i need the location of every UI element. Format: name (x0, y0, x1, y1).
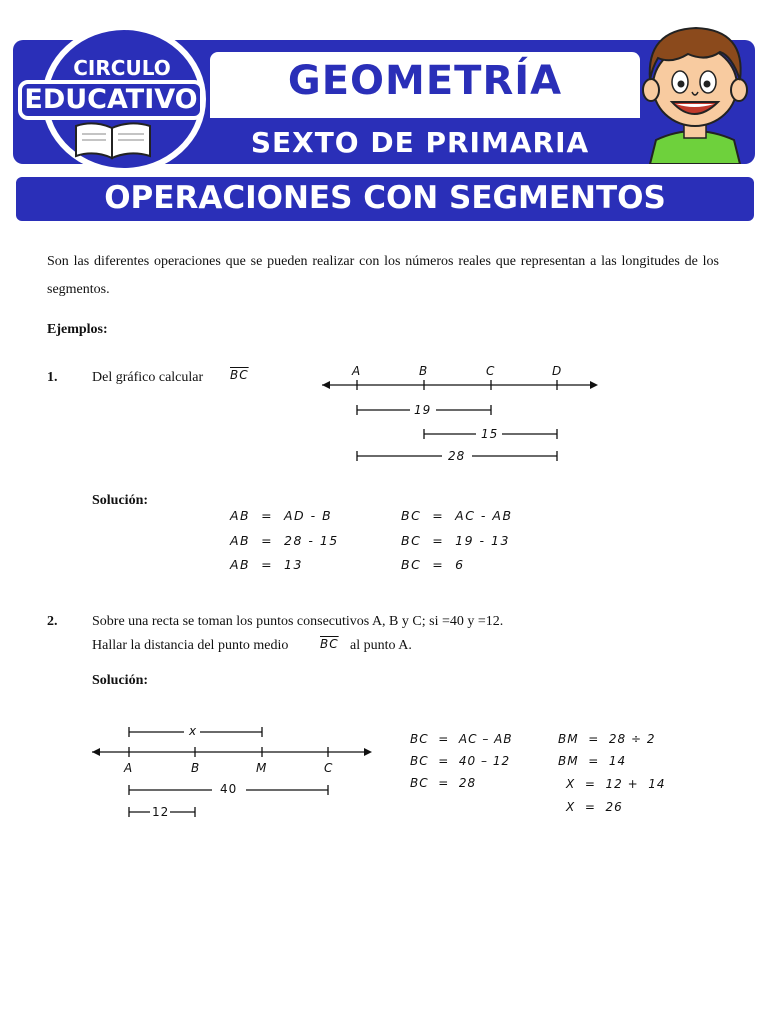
ex1-point-d: D (552, 364, 563, 378)
ex1-eq-2: AB = 28 - 15 (230, 533, 339, 548)
ex1-measure-15: 15 (481, 427, 499, 441)
ex1-point-a: A (352, 364, 362, 378)
example2-number: 2. (47, 614, 58, 629)
header-title: GEOMETRÍA (287, 58, 563, 104)
example2-line2b: al punto A. (350, 638, 412, 653)
ex2-point-m: M (256, 761, 268, 775)
ex1-eq-4: BC = AC - AB (401, 508, 513, 523)
ex2-point-c: C (324, 761, 334, 775)
ex2-eq-6: X = 12 + 14 (566, 777, 666, 791)
ex2-measure-x: x (189, 724, 198, 738)
example1-solution-label: Solución: (92, 493, 149, 508)
ex1-point-b: B (419, 364, 429, 378)
example2-line1: Sobre una recta se toman los puntos consecutivos A, B y C; si =40 y =12. (92, 614, 504, 629)
header-subtitle: SEXTO DE PRIMARIA (250, 126, 590, 159)
example2-solution-label: Solución: (92, 673, 149, 688)
logo-text-top: CIRCULO (73, 56, 171, 80)
boy-mascot-icon (636, 22, 754, 164)
ex2-measure-12: 12 (152, 805, 170, 819)
ex1-measure-28: 28 (448, 449, 466, 463)
example2-line2a: Hallar la distancia del punto medio (92, 638, 289, 653)
ex2-eq-2: BC = 40 – 12 (410, 754, 511, 768)
ex1-eq-5: BC = 19 - 13 (401, 533, 510, 548)
book-icon (72, 118, 154, 162)
ex2-eq-1: BC = AC – AB (410, 732, 513, 746)
logo-text-bottom: EDUCATIVO (18, 80, 204, 120)
intro-paragraph: Son las diferentes operaciones que se pueden realizar con los números reales que representan a las longitudes de los segmentos. (47, 254, 719, 297)
examples-label: Ejemplos: (47, 322, 108, 337)
ex2-point-b: B (191, 761, 201, 775)
ex1-eq-3: AB = 13 (230, 557, 303, 572)
example1-text: Del gráfico calcular (92, 370, 204, 385)
ex2-measure-40: 40 (220, 782, 238, 796)
example2-segment: $\overline{BC}$ (320, 637, 339, 651)
example1-segment: $\overline{BC}$ (230, 368, 249, 382)
example1-number: 1. (47, 370, 58, 385)
ex2-eq-3: BC = 28 (410, 776, 477, 790)
ex1-point-c: C (486, 364, 496, 378)
section-title: OPERACIONES CON SEGMENTOS (104, 180, 666, 216)
ex2-eq-5: BM = 14 (558, 754, 627, 768)
ex1-measure-19: 19 (414, 403, 432, 417)
ex2-eq-4: BM = 28 ÷ 2 (558, 732, 656, 746)
ex2-eq-7: X = 26 (566, 800, 623, 814)
ex2-point-a: A (124, 761, 134, 775)
ex1-eq-6: BC = 6 (401, 557, 465, 572)
ex1-eq-1: AB = AD - B (230, 508, 333, 523)
